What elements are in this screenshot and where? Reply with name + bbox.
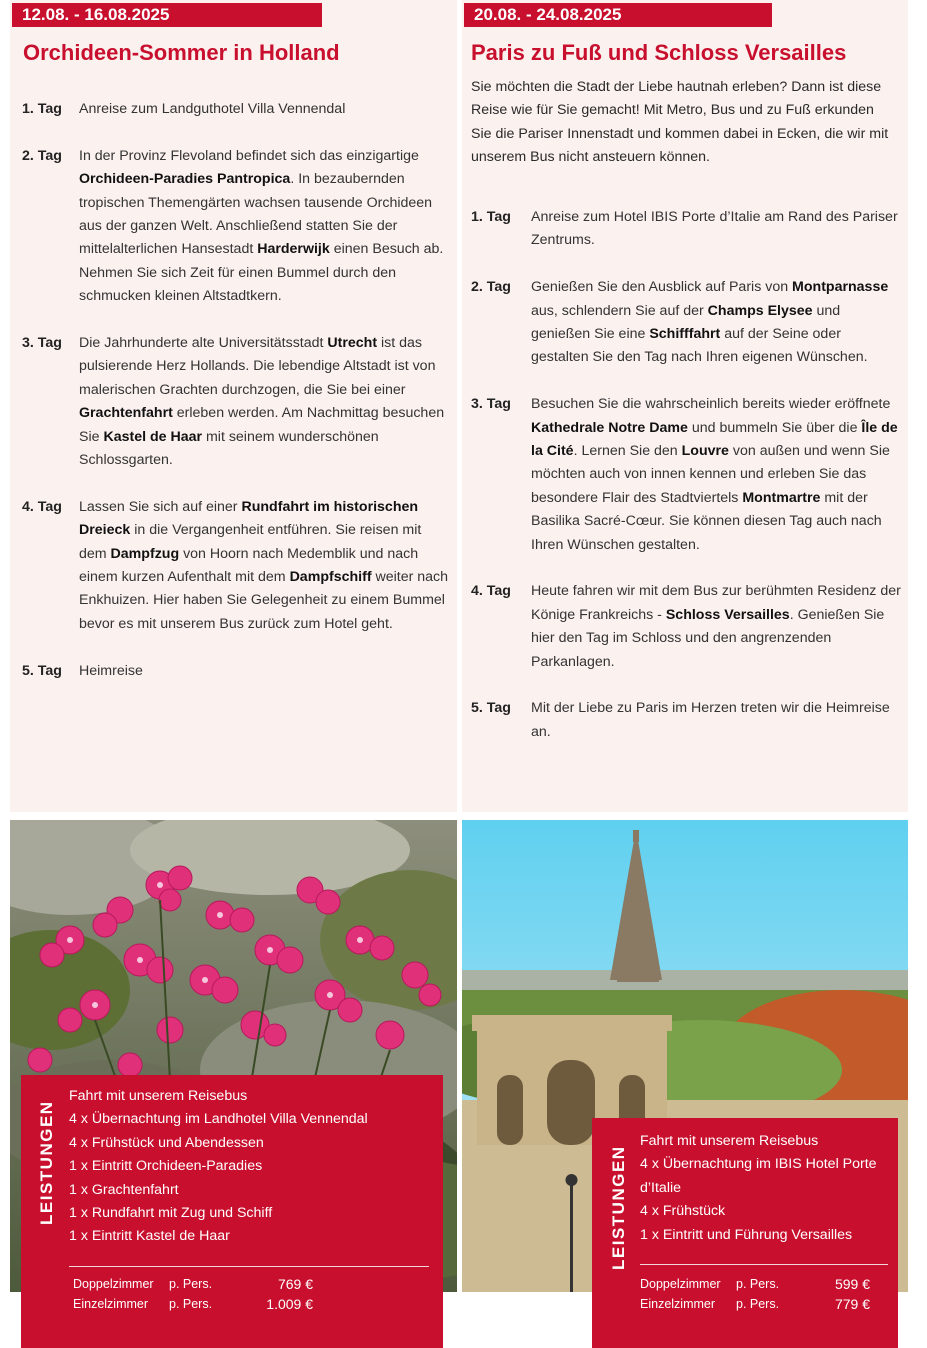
price-amount: 1.009 € bbox=[266, 1296, 313, 1312]
body-text: und genießen Sie eine bbox=[531, 302, 841, 343]
tour-paris bbox=[462, 0, 908, 812]
itinerary-day bbox=[22, 496, 452, 636]
price-unit: p. Pers. bbox=[736, 1277, 780, 1291]
highlight-text: Schifffahrt bbox=[649, 326, 721, 343]
highlight-text: Île de la Cité bbox=[531, 419, 898, 460]
divider bbox=[640, 1264, 888, 1265]
body-text: Genießen Sie den Ausblick auf Paris von bbox=[531, 279, 793, 296]
body-text: . Genießen Sie hier den Tag im Schloss und den angrenzenden Parkanlagen. bbox=[531, 606, 885, 670]
price-amount: 769 € bbox=[277, 1276, 313, 1292]
body-text: von Hoorn nach Medemblik und nach einem kurzen Aufenthalt mit dem bbox=[79, 545, 419, 586]
day-label: 5. Tag bbox=[471, 700, 511, 717]
highlight-text: Rundfahrt im historischen Dreieck bbox=[79, 498, 419, 539]
body-text: Die Jahrhunderte alte Universitätsstadt bbox=[79, 335, 328, 352]
price-row bbox=[73, 1274, 313, 1294]
body-text: . In bezaubernden tropischen Themengärten wachsen tausende Orchideen aus der ganzen Welt. Anschließend statten Sie der mittelalterlichen Hansestadt bbox=[79, 171, 433, 258]
itinerary-day bbox=[22, 332, 452, 472]
body-text: einen Besuch ab. Nehmen Sie sich Zeit für einen Bummel durch den schmucken kleinen Altstadtkern. bbox=[79, 241, 444, 305]
highlight-text: Schloss Versailles bbox=[665, 606, 790, 623]
body-text: . Lernen Sie den bbox=[573, 443, 682, 460]
day-description bbox=[79, 98, 452, 121]
day-label: 3. Tag bbox=[22, 335, 62, 352]
highlight-text: Dampfschiff bbox=[289, 569, 372, 586]
price-unit: p. Pers. bbox=[169, 1297, 213, 1311]
day-description bbox=[79, 145, 452, 309]
service-item: Fahrt mit unserem Reisebus bbox=[640, 1133, 819, 1149]
body-text: erleben werden. Am Nachmittag besuchen Sie bbox=[79, 405, 445, 445]
day-label: 2. Tag bbox=[471, 279, 511, 296]
service-item: 1 x Rundfahrt mit Zug und Schiff bbox=[69, 1205, 273, 1222]
highlight-text: Utrecht bbox=[327, 335, 378, 352]
service-item: 4 x Übernachtung im Landhotel Villa Vennendal bbox=[69, 1111, 368, 1128]
body-text: Heute fahren wir mit dem Bus zur berühmten Residenz der Könige Frankreichs - bbox=[531, 583, 901, 623]
highlight-text: Dampfzug bbox=[110, 545, 180, 562]
tour-title: Paris zu Fuß und Schloss Versailles bbox=[471, 40, 847, 65]
itinerary bbox=[471, 206, 901, 768]
day-label: 5. Tag bbox=[22, 662, 62, 679]
itinerary-day bbox=[22, 98, 452, 121]
day-description bbox=[79, 332, 452, 472]
body-text: In der Provinz Flevoland befindet sich das einzigartige bbox=[79, 147, 419, 164]
day-description bbox=[79, 496, 452, 636]
service-item: 4 x Frühstück und Abendessen bbox=[69, 1134, 264, 1151]
body-text: Heimreise bbox=[79, 662, 143, 679]
service-item: 1 x Grachtenfahrt bbox=[69, 1181, 179, 1198]
price-unit: p. Pers. bbox=[736, 1297, 780, 1311]
day-description bbox=[531, 580, 901, 674]
itinerary-day bbox=[471, 206, 901, 253]
itinerary-day bbox=[22, 145, 452, 309]
day-description bbox=[531, 697, 901, 744]
body-text: Lassen Sie sich auf einer bbox=[79, 498, 242, 515]
itinerary-day bbox=[471, 580, 901, 674]
body-text: ist das pulsierende Herz Hollands. Die lebendige Altstadt ist von malerischen Grachten durchzogen, die Sie bei einer bbox=[79, 335, 436, 398]
date-banner: 20.08. - 24.08.2025 bbox=[464, 3, 772, 27]
price-row bbox=[73, 1294, 313, 1314]
day-description bbox=[531, 393, 901, 557]
price-amount: 779 € bbox=[834, 1296, 870, 1312]
service-item: 4 x Frühstück bbox=[640, 1203, 726, 1220]
body-text: Besuchen Sie die wahrscheinlich bereits wieder eröffnete bbox=[531, 396, 891, 413]
body-text: und bummeln Sie über die bbox=[687, 419, 862, 436]
tour-holland bbox=[10, 0, 457, 812]
itinerary-day bbox=[471, 276, 901, 370]
highlight-text: Orchideen-Paradies Pantropica bbox=[79, 171, 291, 188]
date-banner: 12.08. - 16.08.2025 bbox=[12, 3, 322, 27]
service-item: 4 x Übernachtung im IBIS Hotel Porte d’Italie bbox=[640, 1156, 877, 1196]
service-item: 1 x Eintritt und Führung Versailles bbox=[640, 1226, 853, 1243]
itinerary-day bbox=[471, 697, 901, 744]
room-type: Doppelzimmer bbox=[640, 1277, 721, 1291]
highlight-text: Louvre bbox=[681, 443, 729, 460]
services-label: LEISTUNGEN bbox=[609, 1145, 628, 1270]
room-type: Einzelzimmer bbox=[640, 1297, 716, 1311]
day-label: 1. Tag bbox=[22, 101, 62, 117]
highlight-text: Montparnasse bbox=[792, 279, 889, 296]
body-text: aus, schlendern Sie auf der bbox=[531, 302, 708, 319]
body-text: Anreise zum Landguthotel Villa Vennendal bbox=[79, 101, 346, 117]
highlight-text: Kastel de Haar bbox=[103, 428, 203, 445]
itinerary-day bbox=[471, 393, 901, 557]
body-text: Anreise zum Hotel IBIS Porte d’Italie am Rand des Pariser Zentrums. bbox=[531, 209, 898, 249]
body-text: mit seinem wunderschönen Schlossgarten. bbox=[79, 428, 379, 469]
price-row bbox=[640, 1294, 870, 1314]
highlight-text: Grachtenfahrt bbox=[79, 405, 173, 422]
day-label: 3. Tag bbox=[471, 396, 511, 413]
price-amount: 599 € bbox=[834, 1276, 870, 1292]
day-description bbox=[79, 660, 452, 683]
itinerary bbox=[22, 98, 452, 706]
services-list bbox=[640, 1130, 896, 1247]
services-list bbox=[69, 1085, 368, 1249]
itinerary-day bbox=[22, 660, 452, 683]
price-row bbox=[640, 1274, 870, 1294]
services-box bbox=[592, 1118, 898, 1348]
price-unit: p. Pers. bbox=[169, 1277, 213, 1291]
services-box bbox=[21, 1075, 443, 1348]
highlight-text: Harderwijk bbox=[257, 241, 330, 258]
body-text: in die Vergangenheit entführen. Sie reisen mit dem bbox=[79, 522, 422, 562]
tour-title: Orchideen-Sommer in Holland bbox=[23, 40, 340, 65]
services-label: LEISTUNGEN bbox=[37, 1100, 56, 1225]
room-type: Doppelzimmer bbox=[73, 1277, 154, 1291]
highlight-text: Montmartre bbox=[742, 489, 821, 506]
service-item: Fahrt mit unserem Reisebus bbox=[69, 1088, 248, 1104]
day-description bbox=[531, 276, 901, 370]
service-item: 1 x Eintritt Kastel de Haar bbox=[69, 1228, 230, 1245]
price-table bbox=[73, 1274, 313, 1314]
body-text: mit der Basilika Sacré-Cœur. Sie können diesen Tag auch nach Ihren Wünschen gestalten. bbox=[531, 489, 882, 553]
body-text: auf der Seine oder gestalten Sie den Tag nach Ihren eigenen Wünschen. bbox=[531, 326, 868, 366]
body-text: von außen und wenn Sie möchten auch von innen kennen und erleben Sie das besondere Flair des Stadtviertels bbox=[531, 443, 890, 506]
price-table bbox=[640, 1274, 870, 1314]
service-item: 1 x Eintritt Orchideen-Paradies bbox=[69, 1158, 263, 1175]
day-label: 2. Tag bbox=[22, 147, 62, 164]
day-label: 1. Tag bbox=[471, 209, 511, 225]
body-text: weiter nach Enkhuizen. Hier haben Sie Gelegenheit zu einem Bummel bevor es mit unserem Bus zurück zum Hotel geht. bbox=[79, 569, 449, 632]
body-text: Mit der Liebe zu Paris im Herzen treten wir die Heimreise an. bbox=[531, 700, 890, 740]
tour-intro: Sie möchten die Stadt der Liebe hautnah erleben? Dann ist diese Reise wie für Sie gemacht! Mit Metro, Bus und zu Fuß erkunden Sie die Pariser Innenstadt und kommen dabei in Ecken, die wir mit unserem Bus nicht ansteuern können. bbox=[471, 79, 889, 166]
day-description bbox=[531, 206, 901, 253]
room-type: Einzelzimmer bbox=[73, 1297, 149, 1311]
divider bbox=[69, 1266, 429, 1267]
highlight-text: Kathedrale Notre Dame bbox=[531, 419, 688, 436]
day-label: 4. Tag bbox=[22, 498, 62, 515]
day-label: 4. Tag bbox=[471, 583, 511, 600]
highlight-text: Champs Elysee bbox=[707, 302, 813, 319]
